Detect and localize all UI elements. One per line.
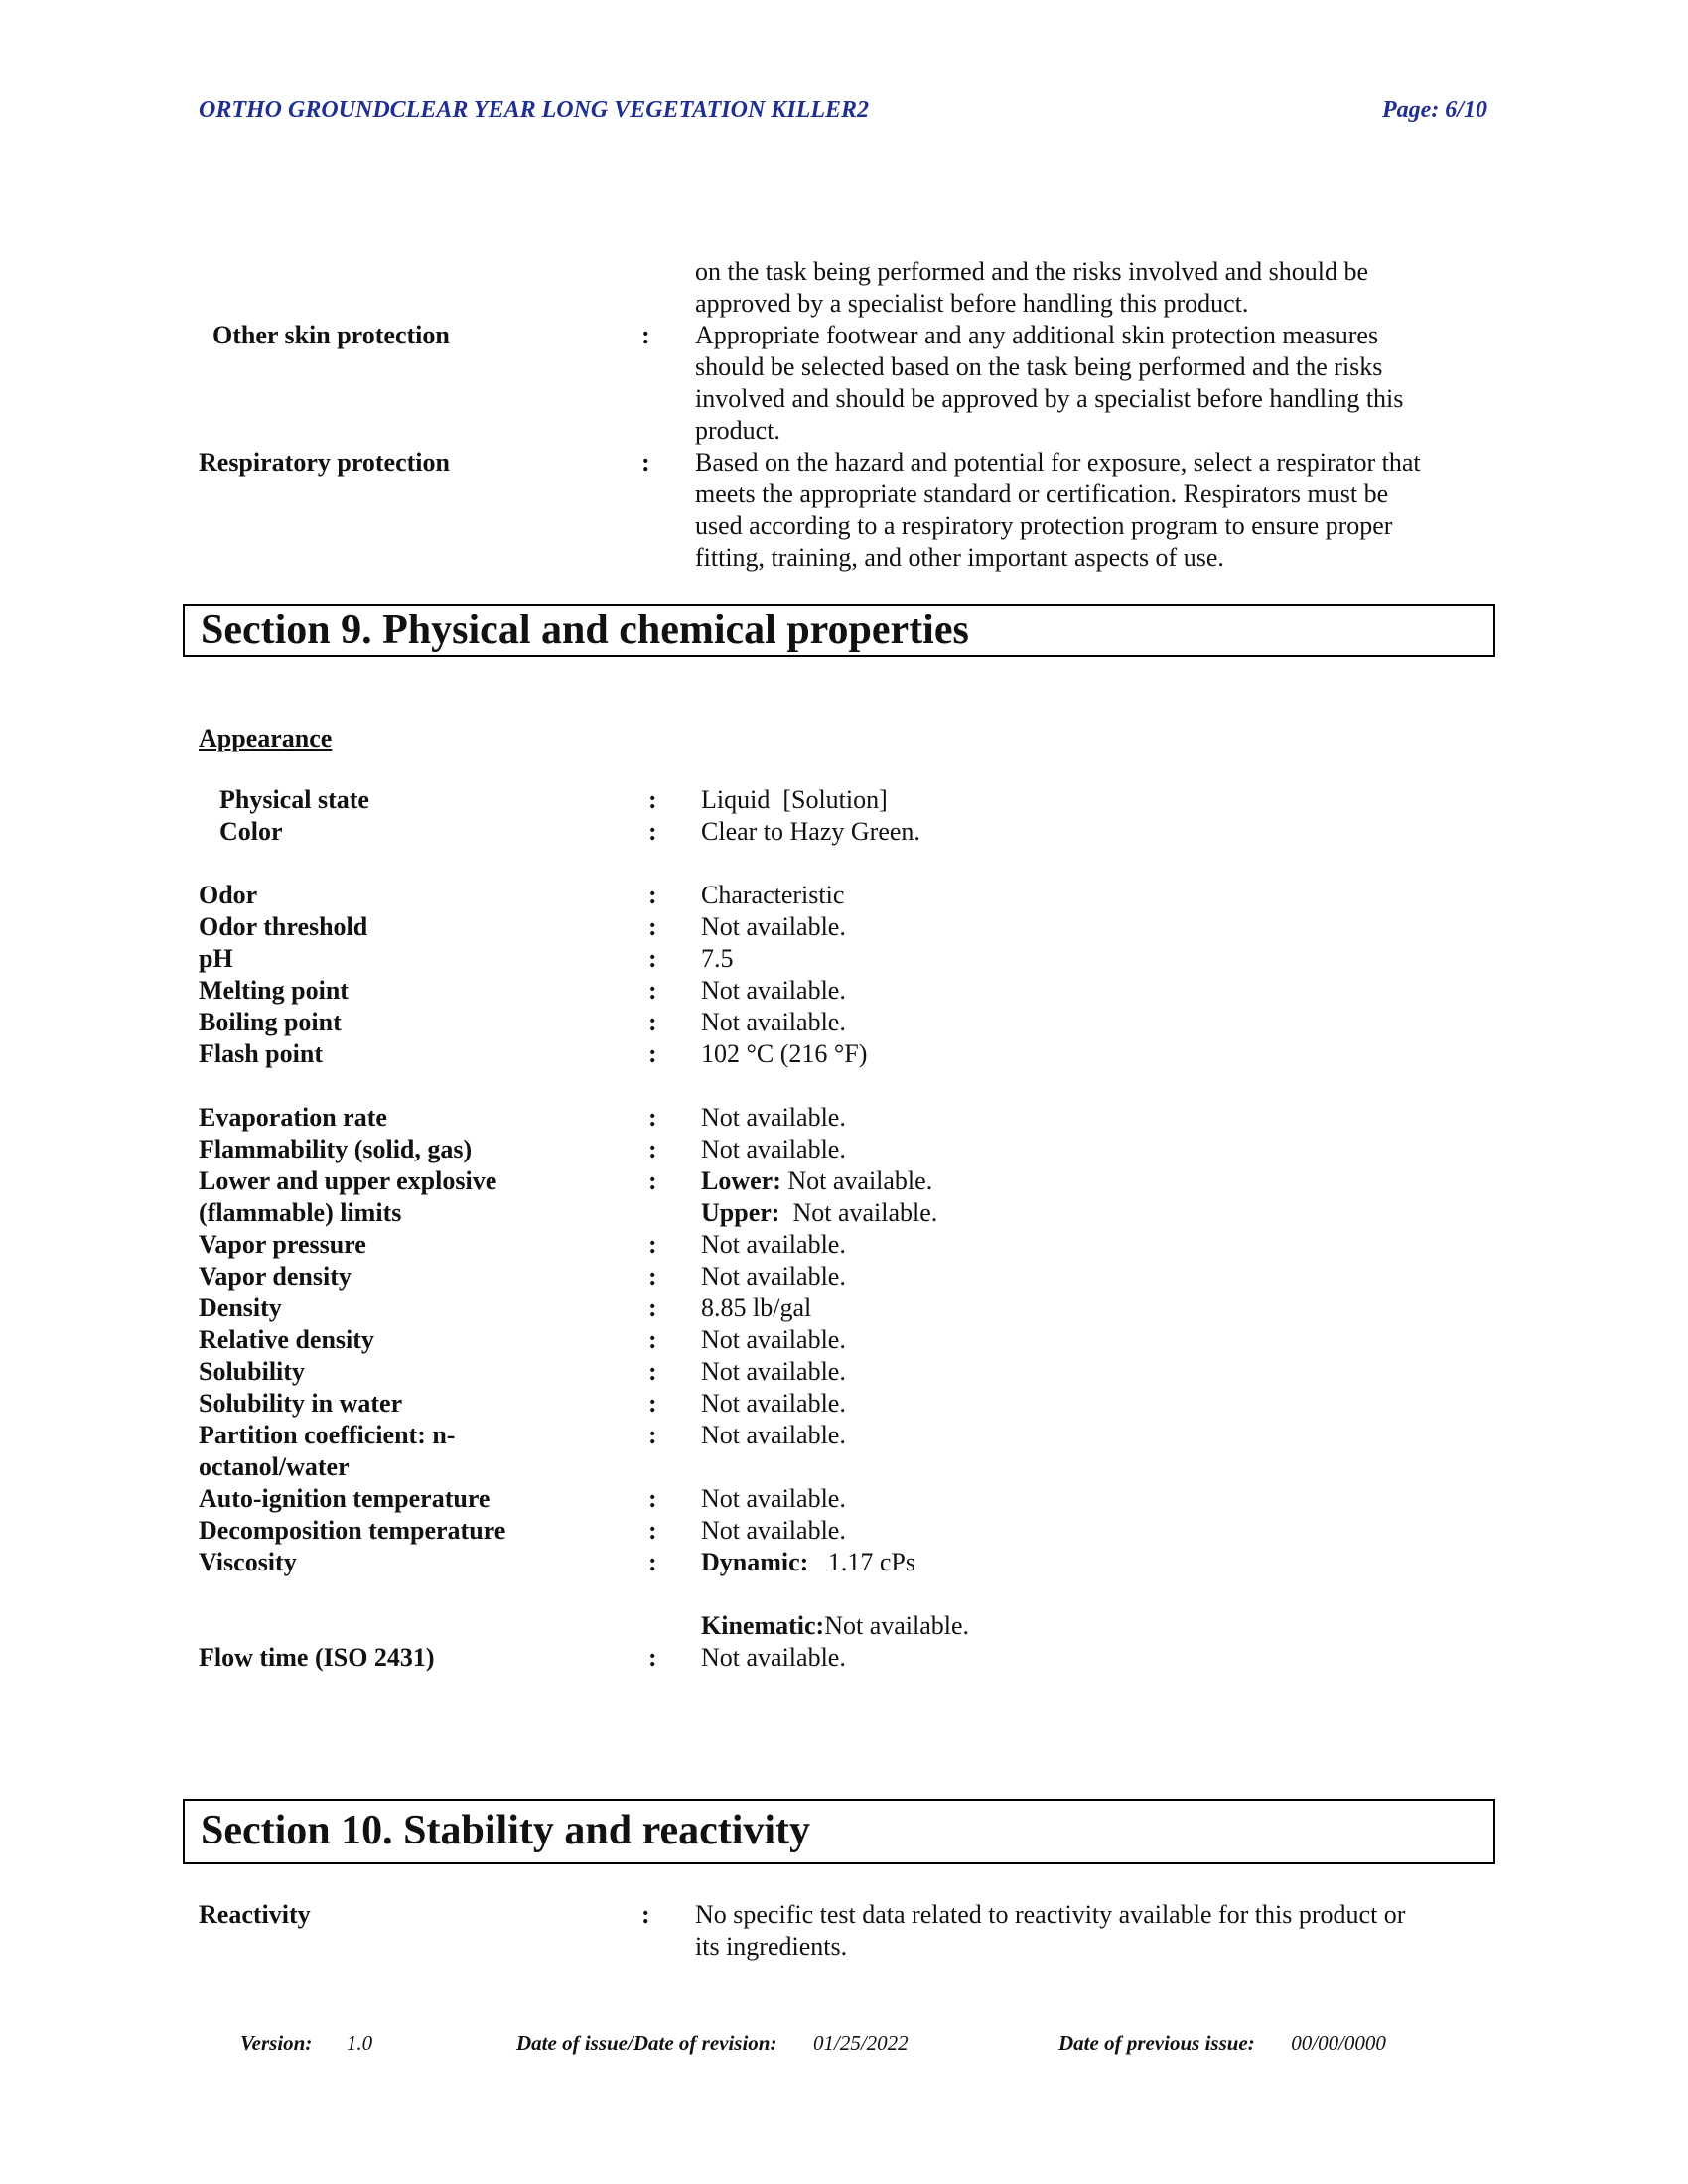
reactivity-value [695, 1899, 1405, 1963]
property-value: Not available. [701, 912, 846, 941]
page-number: Page: 6/10 [1382, 97, 1487, 123]
property-label: Color [219, 817, 283, 846]
colon: : [648, 1230, 657, 1259]
property-label: Odor [199, 881, 258, 909]
colon: : [648, 1039, 657, 1068]
text-line: Appropriate footwear and any additional skin protection measures [695, 321, 1379, 349]
property-value [701, 1197, 937, 1229]
property-label: Vapor pressure [199, 1230, 366, 1259]
property-value: Not available. [701, 1357, 846, 1386]
property-value: 8.85 lb/gal [701, 1294, 812, 1322]
property-label: Flow time (ISO 2431) [199, 1643, 435, 1672]
property-label: Physical state [219, 785, 369, 814]
value-text: Not available. [779, 1198, 938, 1227]
property-value: Clear to Hazy Green. [701, 817, 920, 846]
colon: : [648, 1166, 657, 1195]
colon: : [648, 976, 657, 1005]
text-line: approved by a specialist before handling this product. [695, 289, 1249, 318]
appearance-heading: Appearance [199, 724, 333, 752]
respiratory-protection-label: Respiratory protection [199, 448, 450, 477]
property-label: Flash point [199, 1039, 323, 1068]
property-label: Solubility [199, 1357, 305, 1386]
colon: : [648, 1262, 657, 1291]
text-line: used according to a respiratory protection program to ensure proper [695, 511, 1393, 540]
property-label: Solubility in water [199, 1389, 403, 1418]
property-value: Not available. [701, 1484, 846, 1513]
colon: : [648, 1389, 657, 1418]
property-value [701, 1165, 932, 1197]
text-line: its ingredients. [695, 1932, 848, 1961]
section9-heading: Section 9. Physical and chemical properties [183, 604, 1495, 657]
colon: : [648, 1008, 657, 1036]
property-label: Density [199, 1294, 282, 1322]
other-skin-protection-value [695, 320, 1403, 447]
value-text: Not available. [780, 1166, 933, 1195]
colon: : [648, 1294, 657, 1322]
property-label: Evaporation rate [199, 1103, 387, 1132]
text-line: Based on the hazard and potential for exposure, select a respirator that [695, 448, 1421, 477]
property-value: Characteristic [701, 881, 845, 909]
property-value: Not available. [701, 1135, 846, 1163]
colon: : [648, 1357, 657, 1386]
section10-heading: Section 10. Stability and reactivity [183, 1799, 1495, 1864]
colon: : [648, 817, 657, 846]
colon: : [641, 448, 650, 477]
colon: : [648, 912, 657, 941]
property-value: Not available. [701, 1516, 846, 1545]
colon: : [648, 1103, 657, 1132]
property-value: Not available. [701, 1103, 846, 1132]
version-label: Version: [240, 2031, 313, 2055]
section8-intro [695, 256, 1368, 320]
text-line: No specific test data related to reactivity available for this product or [695, 1900, 1406, 1929]
property-value: Not available. [701, 1325, 846, 1354]
property-value [701, 1610, 969, 1642]
issue-date-label: Date of issue/Date of revision: [516, 2031, 777, 2055]
text-line: on the task being performed and the risks involved and should be [695, 257, 1369, 286]
footer-issue-date [516, 2031, 909, 2056]
property-label: octanol/water [199, 1452, 350, 1481]
text-line: meets the appropriate standard or certification. Respirators must be [695, 479, 1389, 508]
property-label: Melting point [199, 976, 349, 1005]
colon: : [648, 1516, 657, 1545]
value-prefix: Dynamic: [701, 1548, 809, 1576]
property-label: Auto-ignition temperature [199, 1484, 491, 1513]
colon: : [648, 1421, 657, 1449]
reactivity-label: Reactivity [199, 1900, 311, 1929]
property-label: Relative density [199, 1325, 374, 1354]
colon: : [648, 881, 657, 909]
value-text: Not available. [824, 1611, 970, 1640]
property-label: Vapor density [199, 1262, 352, 1291]
text-line: should be selected based on the task being performed and the risks [695, 352, 1383, 381]
property-value: Not available. [701, 1262, 846, 1291]
property-value: Not available. [701, 1389, 846, 1418]
other-skin-protection-label: Other skin protection [212, 321, 450, 349]
respiratory-protection-value [695, 447, 1421, 574]
colon: : [648, 1643, 657, 1672]
colon: : [648, 1548, 657, 1576]
text-line: involved and should be approved by a specialist before handling this [695, 384, 1404, 413]
colon: : [641, 1900, 650, 1929]
property-value: 7.5 [701, 944, 734, 973]
document-title: ORTHO GROUNDCLEAR YEAR LONG VEGETATION KILLER2 [199, 97, 869, 123]
value-prefix: Kinematic: [701, 1611, 825, 1640]
colon: : [648, 944, 657, 973]
property-label: Lower and upper explosive [199, 1166, 497, 1195]
text-line: product. [695, 416, 780, 445]
property-value [701, 1547, 915, 1578]
version-value: 1.0 [346, 2031, 373, 2055]
property-value: 102 °C (216 °F) [701, 1039, 868, 1068]
text-line: fitting, training, and other important aspects of use. [695, 543, 1224, 572]
property-label: Decomposition temperature [199, 1516, 506, 1545]
colon: : [648, 1135, 657, 1163]
property-label: Boiling point [199, 1008, 342, 1036]
property-value: Liquid [Solution] [701, 785, 888, 814]
colon: : [641, 321, 650, 349]
colon: : [648, 785, 657, 814]
previous-issue-value: 00/00/0000 [1291, 2031, 1386, 2055]
property-value: Not available. [701, 1643, 846, 1672]
footer-previous-issue [1058, 2031, 1386, 2056]
property-label: Odor threshold [199, 912, 368, 941]
property-value: Not available. [701, 1230, 846, 1259]
property-label: Partition coefficient: n- [199, 1421, 456, 1449]
property-value: Not available. [701, 1421, 846, 1449]
property-label: Viscosity [199, 1548, 297, 1576]
footer-version [240, 2031, 372, 2056]
previous-issue-label: Date of previous issue: [1058, 2031, 1255, 2055]
colon: : [648, 1325, 657, 1354]
property-value: Not available. [701, 1008, 846, 1036]
value-prefix: Upper: [701, 1198, 780, 1227]
property-value: Not available. [701, 976, 846, 1005]
value-prefix: Lower: [701, 1166, 781, 1195]
property-label: pH [199, 944, 233, 973]
value-text: 1.17 cPs [808, 1548, 915, 1576]
colon: : [648, 1484, 657, 1513]
issue-date-value: 01/25/2022 [812, 2031, 909, 2055]
property-label: Flammability (solid, gas) [199, 1135, 473, 1163]
property-label: (flammable) limits [199, 1198, 402, 1227]
